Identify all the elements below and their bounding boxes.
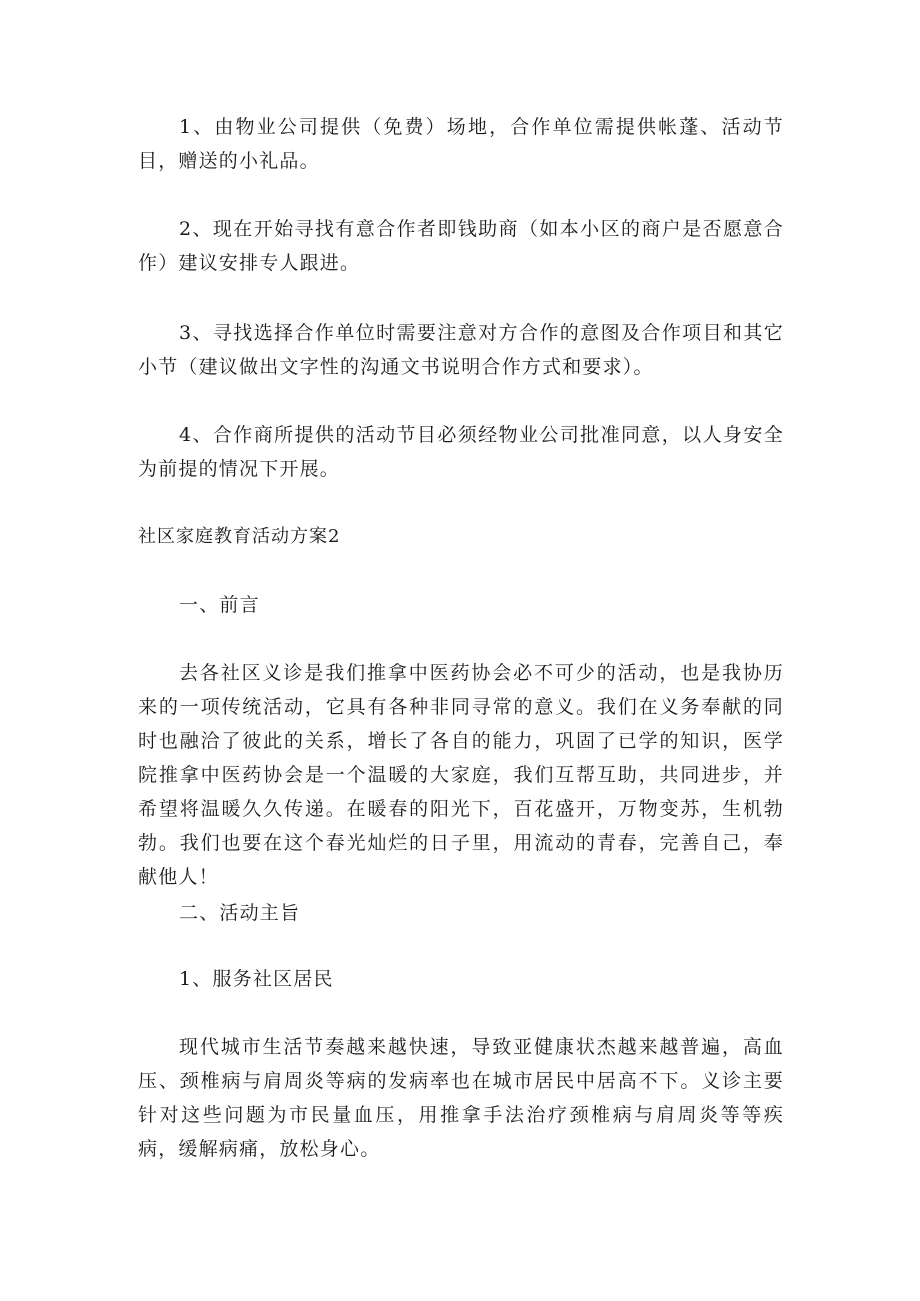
purpose-heading: 二、活动主旨 [179,902,301,924]
preface-paragraph: 去各社区义诊是我们推拿中医药协会必不可少的活动，也是我协历来的一项传统活动，它具有各种非同寻常的意义。我们在义务奉献的同时也融洽了彼此的关系，增长了各自的能力，巩固了已学的知识，医学院推拿中医药协会是一个温暖的大家庭，我们互帮互助，共同进步，并希望将温暖久久传递。在暖春的阳光下，百花盛开，万物变苏，生机勃勃。我们也要在这个春光灿烂的日子里，用流动的青春，完善自己，奉献他人！ [138,662,784,888]
list-item-3: 3、寻找选择合作单位时需要注意对方合作的意图及合作项目和其它小节（建议做出文字性的沟通文书说明合作方式和要求）。 [138,322,784,378]
section-title: 社区家庭教育活动方案2 [138,526,341,547]
list-item-2: 2、现在开始寻找有意合作者即钱助商（如本小区的商户是否愿意合作）建议安排专人跟进。 [138,218,784,274]
preface-heading: 一、前言 [179,594,260,616]
list-item-4: 4、合作商所提供的活动节目必须经物业公司批准同意，以人身安全为前提的情况下开展。 [138,424,784,480]
list-item-1: 1、由物业公司提供（免费）场地，合作单位需提供帐蓬、活动节目，赠送的小礼品。 [138,116,784,172]
purpose-subheading: 1、服务社区居民 [179,968,334,990]
purpose-paragraph: 现代城市生活节奏越来越快速，导致亚健康状杰越来越普遍，高血压、颈椎病与肩周炎等病的发病率也在城市居民中居高不下。义诊主要针对这些问题为市民量血压，用推拿手法治疗颈椎病与肩周炎等等疾病，缓解病痛，放松身心。 [138,1036,784,1160]
